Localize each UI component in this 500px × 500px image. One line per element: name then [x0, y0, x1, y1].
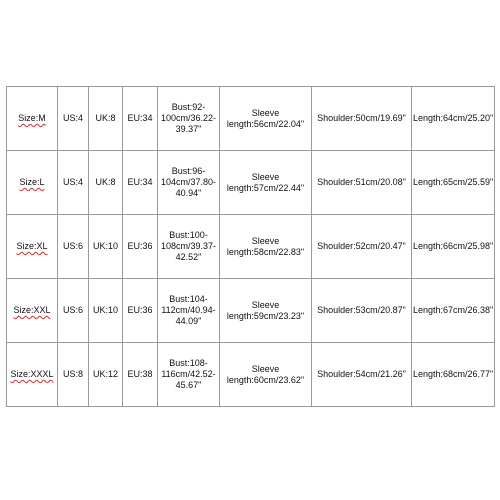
uk-size-cell: UK:10 — [89, 215, 123, 279]
shoulder-cell: Shoulder:54cm/21.26" — [312, 343, 412, 407]
shoulder-cell: Shoulder:50cm/19.69" — [312, 87, 412, 151]
table-row — [7, 87, 495, 151]
length-cell: Length:65cm/25.59" — [412, 151, 495, 215]
table-row — [7, 151, 495, 215]
bust-cell: Bust:100- 108cm/39.37- 42.52" — [158, 215, 220, 279]
bust-cell: Bust:108- 116cm/42.52- 45.67" — [158, 343, 220, 407]
length-cell: Length:67cm/26.38" — [412, 279, 495, 343]
length-cell: Length:64cm/25.20" — [412, 87, 495, 151]
size-cell: Size:XXL — [7, 279, 58, 343]
us-size-cell: US:4 — [58, 151, 89, 215]
length-cell: Length:68cm/26.77" — [412, 343, 495, 407]
uk-size-cell: UK:12 — [89, 343, 123, 407]
table-row — [7, 343, 495, 407]
uk-size-cell: UK:10 — [89, 279, 123, 343]
eu-size-cell: EU:38 — [123, 343, 158, 407]
shoulder-cell: Shoulder:53cm/20.87" — [312, 279, 412, 343]
sleeve-length-cell: Sleeve length:56cm/22.04" — [220, 87, 312, 151]
sleeve-length-cell: Sleeve length:59cm/23.23" — [220, 279, 312, 343]
bust-cell: Bust:92- 100cm/36.22- 39.37" — [158, 87, 220, 151]
bust-cell: Bust:104- 112cm/40.94- 44.09" — [158, 279, 220, 343]
size-cell: Size:XL — [7, 215, 58, 279]
bust-cell: Bust:96- 104cm/37.80- 40.94" — [158, 151, 220, 215]
eu-size-cell: EU:36 — [123, 215, 158, 279]
shoulder-cell: Shoulder:51cm/20.08" — [312, 151, 412, 215]
shoulder-cell: Shoulder:52cm/20.47" — [312, 215, 412, 279]
us-size-cell: US:6 — [58, 215, 89, 279]
eu-size-cell: EU:36 — [123, 279, 158, 343]
eu-size-cell: EU:34 — [123, 151, 158, 215]
us-size-cell: US:4 — [58, 87, 89, 151]
uk-size-cell: UK:8 — [89, 151, 123, 215]
size-cell: Size:XXXL — [7, 343, 58, 407]
size-chart-table — [6, 86, 495, 407]
sleeve-length-cell: Sleeve length:60cm/23.62" — [220, 343, 312, 407]
eu-size-cell: EU:34 — [123, 87, 158, 151]
table-row — [7, 279, 495, 343]
sleeve-length-cell: Sleeve length:57cm/22.44" — [220, 151, 312, 215]
sleeve-length-cell: Sleeve length:58cm/22.83" — [220, 215, 312, 279]
us-size-cell: US:6 — [58, 279, 89, 343]
length-cell: Length:66cm/25.98" — [412, 215, 495, 279]
size-cell: Size:L — [7, 151, 58, 215]
size-cell: Size:M — [7, 87, 58, 151]
uk-size-cell: UK:8 — [89, 87, 123, 151]
table-row — [7, 215, 495, 279]
us-size-cell: US:8 — [58, 343, 89, 407]
